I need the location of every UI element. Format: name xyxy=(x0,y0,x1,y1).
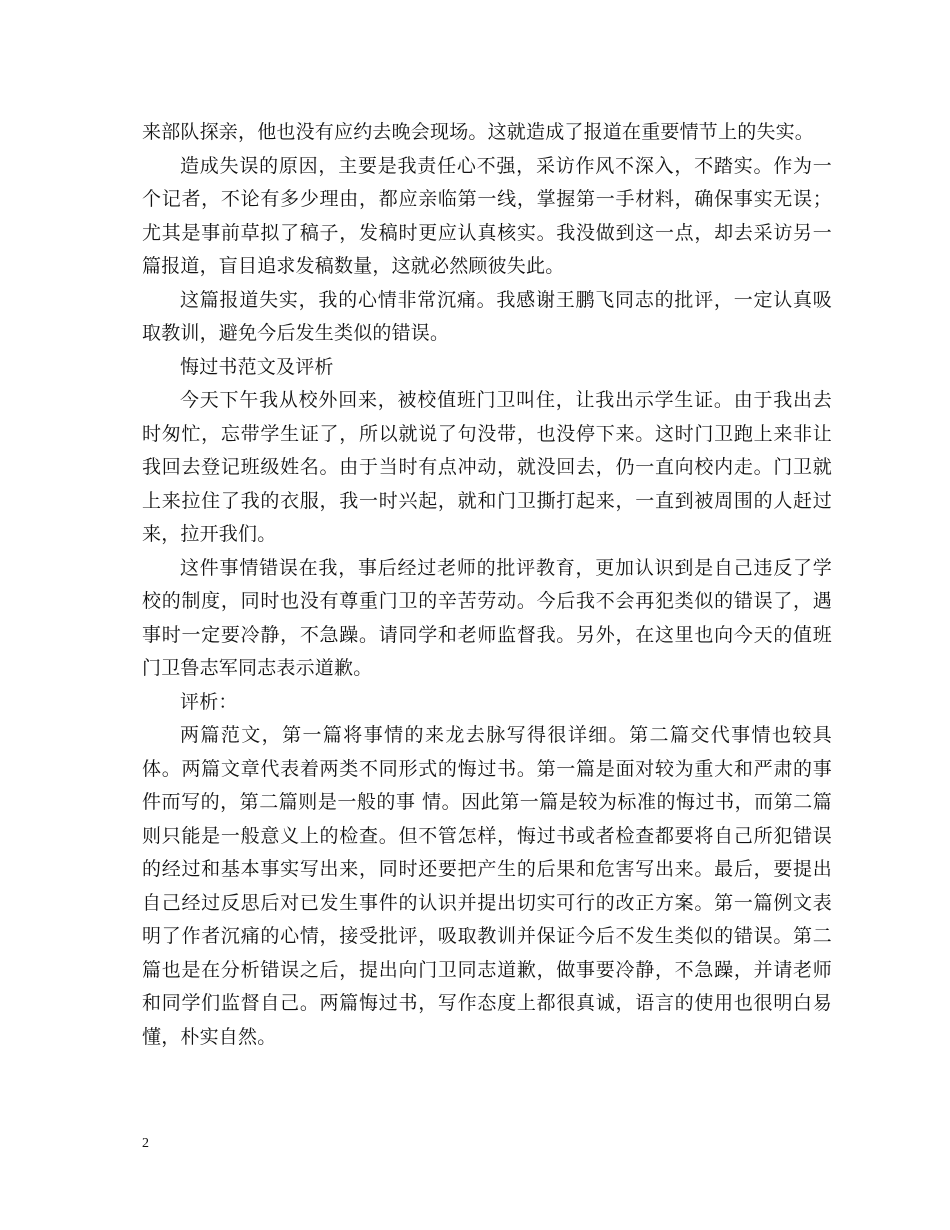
document-body xyxy=(142,116,832,1054)
paragraph-analysis: 两篇范文，第一篇将事情的来龙去脉写得很详细。第二篇交代事情也较具体。两篇文章代表着两类不同形式的悔过书。第一篇是面对较为重大和严肃的事件而写的，第二篇则是一般的事 情。因此第一篇是较为标准的悔过书，而第二篇则只能是一般意义上的检查。但不管怎样，悔过书或者检查都要将自己所犯错误的经过和基本事实写出来，同时还要把产生的后果和危害写出来。最后，要提出自己经过反思后对已发生事件的认识并提出切实可行的改正方案。第一篇例文表明了作者沉痛的心情，接受批评，吸取教训并保证今后不发生类似的错误。第二篇也是在分析错误之后，提出向门卫同志道歉，做事要冷静，不急躁，并请老师和同学们监督自己。两篇悔过书，写作态度上都很真诚，语言的使用也很明白易懂，朴实自然。 xyxy=(142,724,832,1048)
page-number: 2 xyxy=(142,1136,149,1151)
paragraph-cause-analysis: 造成失误的原因，主要是我责任心不强，采访作风不深入，不踏实。作为一个记者，不论有多少理由，都应亲临第一线，掌握第一手材料，确保事实无误；尤其是事前草拟了稿子，发稿时更应认真核实。我没做到这一点，却去采访另一篇报道，盲目追求发稿数量，这就必然顾彼失此。 xyxy=(142,154,832,277)
paragraph-apology: 这件事情错误在我，事后经过老师的批评教育，更加认识到是自己违反了学校的制度，同时也没有尊重门卫的辛苦劳动。今后我不会再犯类似的错误了，遇事时一定要冷静，不急躁。请同学和老师监督我。另外，在这里也向今天的值班门卫鲁志军同志表示道歉。 xyxy=(142,556,832,679)
analysis-heading: 评析： xyxy=(180,690,238,713)
section-heading: 悔过书范文及评析 xyxy=(180,355,334,378)
paragraph-reflection: 这篇报道失实，我的心情非常沉痛。我感谢王鹏飞同志的批评，一定认真吸取教训，避免今后发生类似的错误。 xyxy=(142,288,832,344)
paragraph-continuation: 来部队探亲，他也没有应约去晚会现场。这就造成了报道在重要情节上的失实。 xyxy=(142,121,815,143)
paragraph-incident: 今天下午我从校外回来，被校值班门卫叫住，让我出示学生证。由于我出去时匆忙，忘带学生证了，所以就说了句没带，也没停下来。这时门卫跑上来非让我回去登记班级姓名。由于当时有点冲动，就没回去，仍一直向校内走。门卫就上来拉住了我的衣服，我一时兴起，就和门卫撕打起来，一直到被周围的人赶过来，拉开我们。 xyxy=(142,389,832,545)
